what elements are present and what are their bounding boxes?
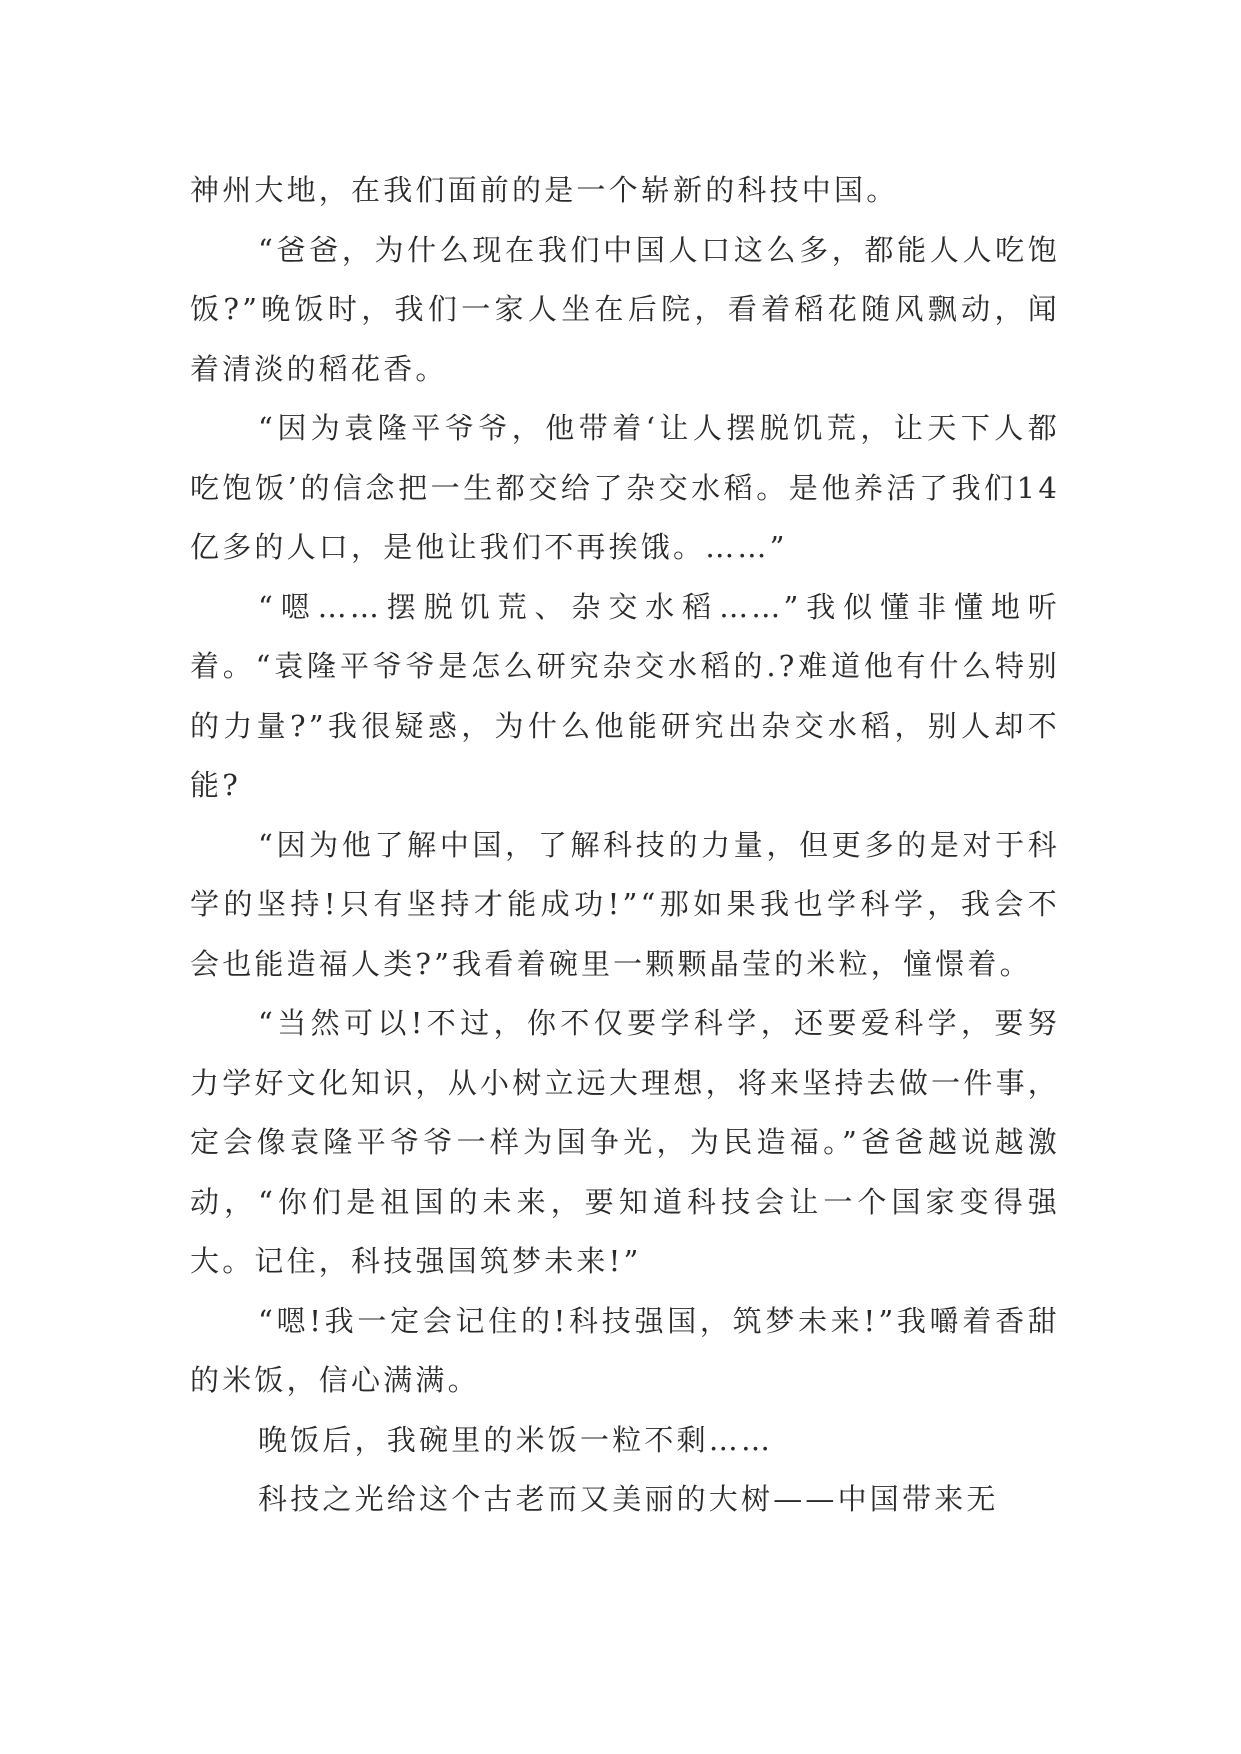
paragraph-7: “嗯!我一定会记住的!科技强国，筑梦未来!”我嚼着香甜的米饭，信心满满。 xyxy=(190,1303,1060,1397)
paragraph-2: “爸爸，为什么现在我们中国人口这么多，都能人人吃饱饭?”晚饭时，我们一家人坐在后院，看着稻花随风飘动，闻着清淡的稻花香。 xyxy=(190,232,1060,386)
body-text xyxy=(190,161,1060,1530)
paragraph-8: 晚饭后，我碗里的米饭一粒不剩…… xyxy=(258,1422,774,1457)
paragraph-5: “因为他了解中国，了解科技的力量，但更多的是对于科学的坚持!只有坚持才能成功!”“那如果我也学科学，我会不会也能造福人类?”我看着碗里一颗颗晶莹的米粒，憧憬着。 xyxy=(190,827,1060,981)
paragraph-4: “嗯……摆脱饥荒、杂交水稻……”我似懂非懂地听着。“袁隆平爷爷是怎么研究杂交水稻的.?难道他有什么特别的力量?”我很疑惑，为什么他能研究出杂交水稻，别人却不能? xyxy=(190,589,1060,802)
paragraph-3: “因为袁隆平爷爷，他带着‘让人摆脱饥荒，让天下人都吃饱饭’的信念把一生都交给了杂交水稻。是他养活了我们14亿多的人口，是他让我们不再挨饿。……” xyxy=(190,411,1060,564)
paragraph-9: 科技之光给这个古老而又美丽的大树——中国带来无 xyxy=(258,1482,999,1516)
paragraph-6: “当然可以!不过，你不仅要学科学，还要爱科学，要努力学好文化知识，从小树立远大理想，将来坚持去做一件事，定会像袁隆平爷爷一样为国争光，为民造福。”爸爸越说越激动，“你们是祖国的未来，要知道科技会让一个国家变得强大。记住，科技强国筑梦未来!” xyxy=(190,1006,1060,1278)
paragraph-1: 神州大地，在我们面前的是一个崭新的科技中国。 xyxy=(190,173,899,207)
